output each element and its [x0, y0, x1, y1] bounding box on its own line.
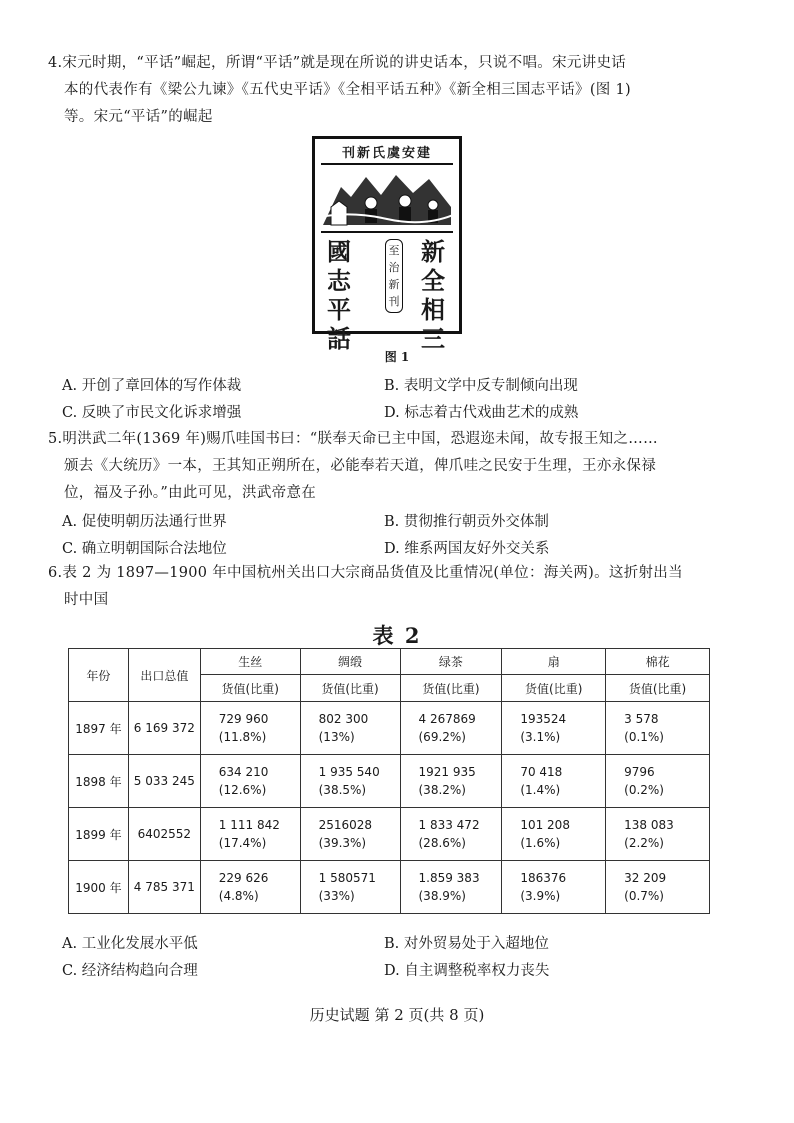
- cell-value-share: [400, 702, 502, 755]
- page-footer: 历史试题 第 2 页(共 8 页): [309, 1006, 485, 1024]
- subheader-value-share: 货值(比重): [200, 675, 300, 702]
- cell-share: (11.8%): [218, 730, 267, 744]
- cell-share: (12.6%): [218, 783, 267, 797]
- cell-share: (2.2%): [624, 836, 664, 850]
- q5-stem-line1: 5.明洪武二年(1369 年)赐爪哇国书曰：“朕奉天命已主中国，恐遐迩未闻，故专报王知之……: [48, 431, 658, 447]
- cell-share: (3.9%): [520, 889, 561, 903]
- cell-share: (38.9%): [418, 889, 466, 903]
- table-row: [69, 808, 710, 861]
- cell-share: (4.8%): [218, 889, 259, 903]
- cell-share: (17.4%): [218, 836, 267, 850]
- q6-options-row2: [62, 959, 752, 983]
- cell-value-share: [300, 808, 400, 861]
- cell-value: 802 300: [318, 712, 369, 726]
- figure-small-inscription: 至 治 新 刊: [385, 239, 403, 313]
- q6-option-c[interactable]: C. 经济结构趋向合理: [62, 963, 198, 979]
- cell-share: (1.6%): [520, 836, 561, 850]
- cell-year: 1897 年: [69, 702, 129, 755]
- cell-total: 6402552: [128, 808, 200, 861]
- header-good: 棉花: [606, 649, 710, 675]
- cell-value: 32 209: [624, 871, 667, 885]
- q4-option-b[interactable]: B. 表明文学中反专制倾向出现: [384, 378, 578, 394]
- figure-top-inscription: 刊新氏虞安建: [321, 145, 453, 165]
- cell-share: (3.1%): [520, 730, 561, 744]
- table-2-title: 表 2: [372, 623, 422, 648]
- cell-value: 186376: [520, 871, 567, 885]
- cell-value: 1 935 540: [318, 765, 380, 779]
- cell-value: 1 833 472: [418, 818, 480, 832]
- q6-option-d[interactable]: D. 自主调整税率权力丧失: [384, 963, 550, 979]
- cell-value-share: [606, 755, 710, 808]
- cell-year: 1900 年: [69, 861, 129, 914]
- cell-value-share: [200, 702, 300, 755]
- q5-options-row1: [62, 510, 752, 534]
- q4-stem-line2: 本的代表作有《梁公九谏》《五代史平话》《全相平话五种》《新全相三国志平话》(图 1): [64, 82, 631, 98]
- subheader-value-share: 货值(比重): [606, 675, 710, 702]
- cell-share: (69.2%): [418, 730, 466, 744]
- q4-options-row1: [62, 374, 752, 398]
- q6-stem-line1: 6.表 2 为 1897—1900 年中国杭州关出口大宗商品货值及比重情况(单位：海关两)。这折射出当: [48, 565, 683, 581]
- figure-title-right-column: 新 全 相 三: [421, 237, 445, 353]
- table-body: [69, 702, 710, 914]
- q4-stem-line1: 4.宋元时期，“平话”崛起，所谓“平话”就是现在所说的讲史话本，只说不唱。宋元讲史话: [48, 55, 627, 71]
- q5-stem-line3: 位，福及子孙。”由此可见，洪武帝意在: [64, 485, 317, 501]
- cell-value: 1921 935: [418, 765, 476, 779]
- cell-value-share: [400, 861, 502, 914]
- cell-share: (38.2%): [418, 783, 466, 797]
- cell-value-share: [300, 755, 400, 808]
- cell-value: 1.859 383: [418, 871, 480, 885]
- cell-total: 6 169 372: [128, 702, 200, 755]
- table-row: [69, 861, 710, 914]
- cell-value: 3 578: [624, 712, 659, 726]
- cell-value: 70 418: [520, 765, 563, 779]
- cell-value-share: [300, 702, 400, 755]
- cell-share: (38.5%): [318, 783, 367, 797]
- header-total: 出口总值: [128, 649, 200, 702]
- table-row: [69, 702, 710, 755]
- q4-stem-line3: 等。宋元“平话”的崛起: [64, 109, 213, 125]
- cell-share: (0.1%): [624, 730, 664, 744]
- table-row: [69, 755, 710, 808]
- header-good: 绿茶: [400, 649, 502, 675]
- cell-value-share: [400, 755, 502, 808]
- header-good: 生丝: [200, 649, 300, 675]
- q6-stem: [48, 560, 748, 614]
- figure-title-left-column: 國 志 平 話: [327, 237, 351, 353]
- cell-share: (13%): [318, 730, 355, 744]
- export-data-table: [68, 648, 710, 914]
- cell-share: (28.6%): [418, 836, 466, 850]
- subheader-value-share: 货值(比重): [502, 675, 606, 702]
- cell-share: (1.4%): [520, 783, 561, 797]
- q6-option-b[interactable]: B. 对外贸易处于入超地位: [384, 936, 549, 952]
- cell-value: 9796: [624, 765, 655, 779]
- q5-stem-line2: 颁去《大统历》一本，王其知正朔所在，必能奉若天道，俾爪哇之民安于生理，王亦永保禄: [64, 458, 656, 474]
- cell-value: 1 580571: [318, 871, 376, 885]
- q6-stem-line2: 时中国: [64, 592, 109, 608]
- cell-value-share: [502, 702, 606, 755]
- cell-value-share: [606, 702, 710, 755]
- cell-total: 4 785 371: [128, 861, 200, 914]
- q4-option-c[interactable]: C. 反映了市民文化诉求增强: [62, 405, 242, 421]
- woodcut-illustration: [321, 167, 453, 227]
- cell-value-share: [200, 808, 300, 861]
- cell-share: (0.7%): [624, 889, 664, 903]
- cell-value: 729 960: [218, 712, 269, 726]
- cell-share: (39.3%): [318, 836, 367, 850]
- cell-value: 101 208: [520, 818, 570, 832]
- cell-value-share: [502, 861, 606, 914]
- q5-option-c[interactable]: C. 确立明朝国际合法地位: [62, 541, 227, 557]
- figure-title-panel: [321, 231, 453, 353]
- q5-option-b[interactable]: B. 贯彻推行朝贡外交体制: [384, 514, 549, 530]
- subheader-value-share: 货值(比重): [400, 675, 502, 702]
- cell-value: 138 083: [624, 818, 674, 832]
- q4-stem: [48, 50, 748, 131]
- cell-value: 2516028: [318, 818, 373, 832]
- q5-options-row2: [62, 537, 752, 561]
- q6-options-row1: [62, 932, 752, 956]
- subheader-value-share: 货值(比重): [300, 675, 400, 702]
- cell-total: 5 033 245: [128, 755, 200, 808]
- cell-value: 229 626: [218, 871, 269, 885]
- cell-value: 4 267869: [418, 712, 476, 726]
- cell-value-share: [606, 861, 710, 914]
- header-good: 绸缎: [300, 649, 400, 675]
- cell-value: 634 210: [218, 765, 269, 779]
- cell-value-share: [400, 808, 502, 861]
- figure-1-caption: 图 1: [384, 350, 410, 364]
- cell-share: (33%): [318, 889, 355, 903]
- cell-year: 1899 年: [69, 808, 129, 861]
- q4-option-d[interactable]: D. 标志着古代戏曲艺术的成熟: [384, 405, 579, 421]
- cell-value-share: [200, 861, 300, 914]
- header-good: 扇: [502, 649, 606, 675]
- header-year: 年份: [69, 649, 129, 702]
- q4-option-a[interactable]: A. 开创了章回体的写作体裁: [62, 378, 242, 394]
- cell-value-share: [606, 808, 710, 861]
- q6-option-a[interactable]: A. 工业化发展水平低: [62, 936, 198, 952]
- cell-value-share: [200, 755, 300, 808]
- cell-year: 1898 年: [69, 755, 129, 808]
- cell-value-share: [502, 808, 606, 861]
- cell-value: 193524: [520, 712, 567, 726]
- cell-value-share: [300, 861, 400, 914]
- q5-stem: [48, 426, 748, 507]
- cell-share: (0.2%): [624, 783, 664, 797]
- cell-value-share: [502, 755, 606, 808]
- cell-value: 1 111 842: [218, 818, 280, 832]
- q5-option-a[interactable]: A. 促使明朝历法通行世界: [62, 514, 227, 530]
- q4-options-row2: [62, 401, 752, 425]
- q5-option-d[interactable]: D. 维系两国友好外交关系: [384, 541, 550, 557]
- figure-1-book-cover: [312, 136, 462, 353]
